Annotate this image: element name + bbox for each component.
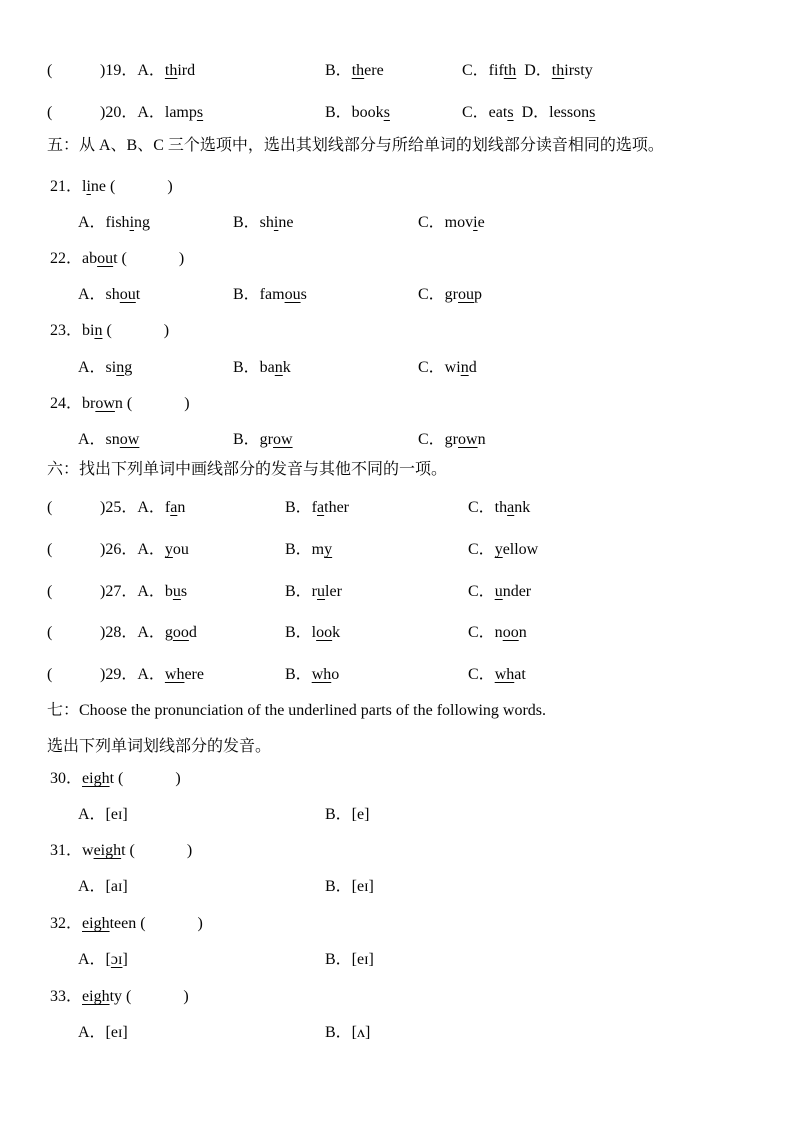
q26-row-segment-1 [100,539,189,561]
text-run: ( [47,499,53,516]
underlined-text: ou [97,250,114,267]
q19-row-segment-3 [462,60,593,82]
q33-options-segment-1 [325,1022,370,1044]
q31-options-segment-0 [78,876,128,898]
q27-row [0,581,793,603]
text-run: t ( ) [109,770,181,787]
q31-options [0,876,793,898]
text-run: g [124,359,133,376]
text-run: ou [172,541,189,558]
q31-stem [0,840,793,862]
text-run: ere [184,666,204,683]
underlined-text: eigh [82,915,110,932]
text-run: ( [47,583,53,600]
q29-row-segment-1 [100,664,204,686]
text-run: D．lesson [513,104,590,121]
underlined-text: th [164,62,178,79]
q21-stem-segment-0 [50,176,173,198]
underlined-text: n [274,359,283,376]
text-run: B．[eɪ] [325,951,374,968]
section7-heading-cn [0,736,793,758]
text-run: C．eat [462,104,508,121]
q29-row-segment-2 [285,664,339,686]
text-run: o [331,666,340,683]
text-run: B． [285,666,312,683]
text-run: B．fam [233,286,285,303]
section7-heading-cn-segment-0 [47,736,271,758]
text-run: A．[aɪ] [78,878,128,895]
text-run: A．[eɪ] [78,806,128,823]
text-run: A．fish [78,214,130,231]
underlined-text: n [460,359,469,376]
q22-stem [0,248,793,270]
q32-options-segment-1 [325,949,374,971]
underlined-text: oo [502,624,519,641]
text-run: )29．A． [100,666,165,683]
q28-row-segment-0 [47,622,52,644]
q21-options [0,212,793,234]
underlined-text: eigh [93,842,122,859]
underlined-text: s [589,104,596,121]
q32-stem [0,913,793,935]
text-run: B． [325,62,352,79]
underlined-text: ou [284,286,301,303]
underlined-text: i [473,214,478,231]
section5-heading [0,135,793,157]
underlined-text: i [129,214,135,231]
q26-row-segment-3 [468,539,538,561]
text-run: ( [47,541,53,558]
q29-row-segment-3 [468,664,526,686]
text-run: 32． [50,915,83,932]
text-run: A．si [78,359,117,376]
text-run: 选出下列单词划线部分的发音。 [47,738,272,755]
underlined-text: u [494,583,503,600]
text-run: t ( ) [121,842,193,859]
q22-options-segment-1 [233,284,307,306]
q23-stem [0,320,793,342]
text-run: 30． [50,770,83,787]
q19-row-segment-0 [47,60,52,82]
q33-options-segment-0 [78,1022,128,1044]
q29-row-segment-0 [47,664,52,686]
text-run: t [135,286,141,303]
text-run: ther [324,499,349,516]
text-run: teen ( ) [109,915,203,932]
text-run: k [332,624,341,641]
text-run: 31．w [50,842,94,859]
q20-row-segment-0 [47,102,52,124]
underlined-text: n [94,322,103,339]
underlined-text: th [351,62,365,79]
q24-options-segment-1 [233,429,293,451]
text-run: 六：找出下列单词中画线部分的发音与其他不同的一项。 [47,461,448,478]
text-run: B．m [285,541,325,558]
text-run: n [177,499,186,516]
text-run: A．[ [78,951,111,968]
underlined-text: a [317,499,325,516]
text-run: e [477,214,485,231]
q21-options-segment-1 [233,212,293,234]
text-run: C． [468,541,495,558]
text-run: 22．ab [50,250,98,267]
text-run: B．r [285,583,318,600]
text-run: d [468,359,477,376]
text-run: ty ( ) [109,988,189,1005]
q22-stem-segment-0 [50,248,184,270]
underlined-text: ow [119,431,140,448]
text-run: nder [502,583,532,600]
text-run: )19．A． [100,62,165,79]
q31-stem-segment-0 [50,840,192,862]
underlined-text: oo [316,624,333,641]
q21-options-segment-2 [418,212,485,234]
text-run: C． [468,583,495,600]
q21-options-segment-0 [78,212,150,234]
text-run: B．book [325,104,384,121]
text-run: ( ) [102,322,170,339]
text-run: )27．A．b [100,583,173,600]
q30-options [0,804,793,826]
q19-row-segment-1 [100,60,195,82]
q20-row-segment-2 [325,102,390,124]
text-run: C．gr [418,286,459,303]
text-run: C．th [468,499,508,516]
text-run: nk [514,499,531,516]
q24-options-segment-0 [78,429,139,451]
underlined-text: y [164,541,173,558]
underlined-text: a [507,499,515,516]
q31-options-segment-1 [325,876,374,898]
underlined-text: oo [172,624,189,641]
text-run: ( [47,624,53,641]
q28-row-segment-2 [285,622,340,644]
text-run: 33． [50,988,83,1005]
q25-row-segment-3 [468,497,530,519]
text-run: irsty [564,62,593,79]
underlined-text: wh [494,666,515,683]
text-run: B．sh [233,214,274,231]
underlined-text: eigh [82,770,110,787]
text-run: ( [47,104,53,121]
q32-options [0,949,793,971]
text-run: A．sn [78,431,120,448]
text-run: p [474,286,483,303]
underlined-text: ow [273,431,293,448]
underlined-text: u [317,583,326,600]
text-run: B．f [285,499,318,516]
underlined-text: ɔɪ [110,951,123,968]
underlined-text: n [116,359,125,376]
underlined-text: ow [458,431,478,448]
section7-heading-en [0,700,793,722]
q33-stem [0,986,793,1008]
text-run: ellow [502,541,539,558]
text-run: ng [134,214,151,231]
text-run: C．gr [418,431,459,448]
text-run: B．l [285,624,317,641]
text-run: B．[ʌ] [325,1024,371,1041]
q19-row-segment-2 [325,60,384,82]
text-run: C．fif [462,62,504,79]
q32-options-segment-0 [78,949,128,971]
text-run: n [477,431,486,448]
text-run: C．n [468,624,503,641]
text-run: ne ( ) [90,178,173,195]
section5-heading-segment-0 [47,135,664,157]
text-run: t ( ) [113,250,185,267]
text-run: ne [278,214,294,231]
text-run: C．wi [418,359,461,376]
underlined-text: ow [95,395,115,412]
q24-options-segment-2 [418,429,486,451]
text-run: )25．A．f [100,499,171,516]
text-run: n ( ) [114,395,190,412]
text-run: )20．A．lamp [100,104,197,121]
q30-options-segment-0 [78,804,128,826]
underlined-text: s [383,104,390,121]
text-run: B．ba [233,359,275,376]
text-run: B．[eɪ] [325,878,374,895]
q20-row [0,102,793,124]
q26-row [0,539,793,561]
q19-row [0,60,793,82]
underlined-text: y [324,541,333,558]
q24-stem [0,393,793,415]
q23-options-segment-2 [418,357,477,379]
text-run: B．[e] [325,806,370,823]
text-run: n [518,624,527,641]
text-run: ler [325,583,342,600]
text-run: 24．br [50,395,96,412]
text-run: ( [47,666,53,683]
q29-row [0,664,793,686]
q33-stem-segment-0 [50,986,189,1008]
underlined-text: a [170,499,178,516]
text-run: )28．A．g [100,624,173,641]
text-run: C．mov [418,214,474,231]
underlined-text: s [507,104,514,121]
q33-options [0,1022,793,1044]
text-run: A．sh [78,286,120,303]
text-run: s [300,286,307,303]
text-run: at [514,666,526,683]
q22-options [0,284,793,306]
q27-row-segment-2 [285,581,342,603]
text-run: B．gr [233,431,274,448]
q27-row-segment-1 [100,581,187,603]
underlined-text: i [273,214,279,231]
underlined-text: eigh [82,988,110,1005]
underlined-text: wh [311,666,332,683]
q28-row [0,622,793,644]
q26-row-segment-2 [285,539,332,561]
underlined-text: th [503,62,517,79]
q25-row [0,497,793,519]
q28-row-segment-1 [100,622,197,644]
underlined-text: s [196,104,204,121]
text-run: A．[eɪ] [78,1024,128,1041]
q24-options [0,429,793,451]
underlined-text: th [551,62,565,79]
q26-row-segment-0 [47,539,52,561]
q23-options-segment-1 [233,357,291,379]
text-run: k [282,359,291,376]
q20-row-segment-1 [100,102,203,124]
q28-row-segment-3 [468,622,527,644]
section6-heading [0,459,793,481]
q30-options-segment-1 [325,804,369,826]
q24-stem-segment-0 [50,393,190,415]
q27-row-segment-3 [468,581,531,603]
text-run: C． [468,666,495,683]
underlined-text: ou [458,286,475,303]
text-run: ( [47,62,53,79]
text-run: s [180,583,188,600]
underlined-text: ou [119,286,136,303]
text-run: d [188,624,197,641]
text-run: ere [364,62,384,79]
text-run: D． [516,62,552,79]
text-run: 七：Choose the pronunciation of the underlined parts of the following words. [47,702,547,719]
q27-row-segment-0 [47,581,52,603]
q22-options-segment-0 [78,284,140,306]
text-run: 21．l [50,178,87,195]
text-run: 23．bi [50,322,95,339]
underlined-text: y [494,541,503,558]
q25-row-segment-1 [100,497,185,519]
underlined-text: wh [164,666,185,683]
q32-stem-segment-0 [50,913,203,935]
text-run: )26．A． [100,541,165,558]
q21-stem [0,176,793,198]
q23-stem-segment-0 [50,320,169,342]
q22-options-segment-2 [418,284,482,306]
q23-options-segment-0 [78,357,132,379]
text-run: 五：从 A、B、C 三个选项中，选出其划线部分与所给单词的划线部分读音相同的选项。 [47,137,664,154]
q25-row-segment-0 [47,497,52,519]
q30-stem [0,768,793,790]
q20-row-segment-3 [462,102,595,124]
text-run: ird [177,62,196,79]
text-run: ] [122,951,128,968]
underlined-text: u [172,583,181,600]
section6-heading-segment-0 [47,459,447,481]
q30-stem-segment-0 [50,768,181,790]
underlined-text: i [86,178,91,195]
section7-heading-en-segment-0 [47,700,546,722]
q25-row-segment-2 [285,497,349,519]
q23-options [0,357,793,379]
